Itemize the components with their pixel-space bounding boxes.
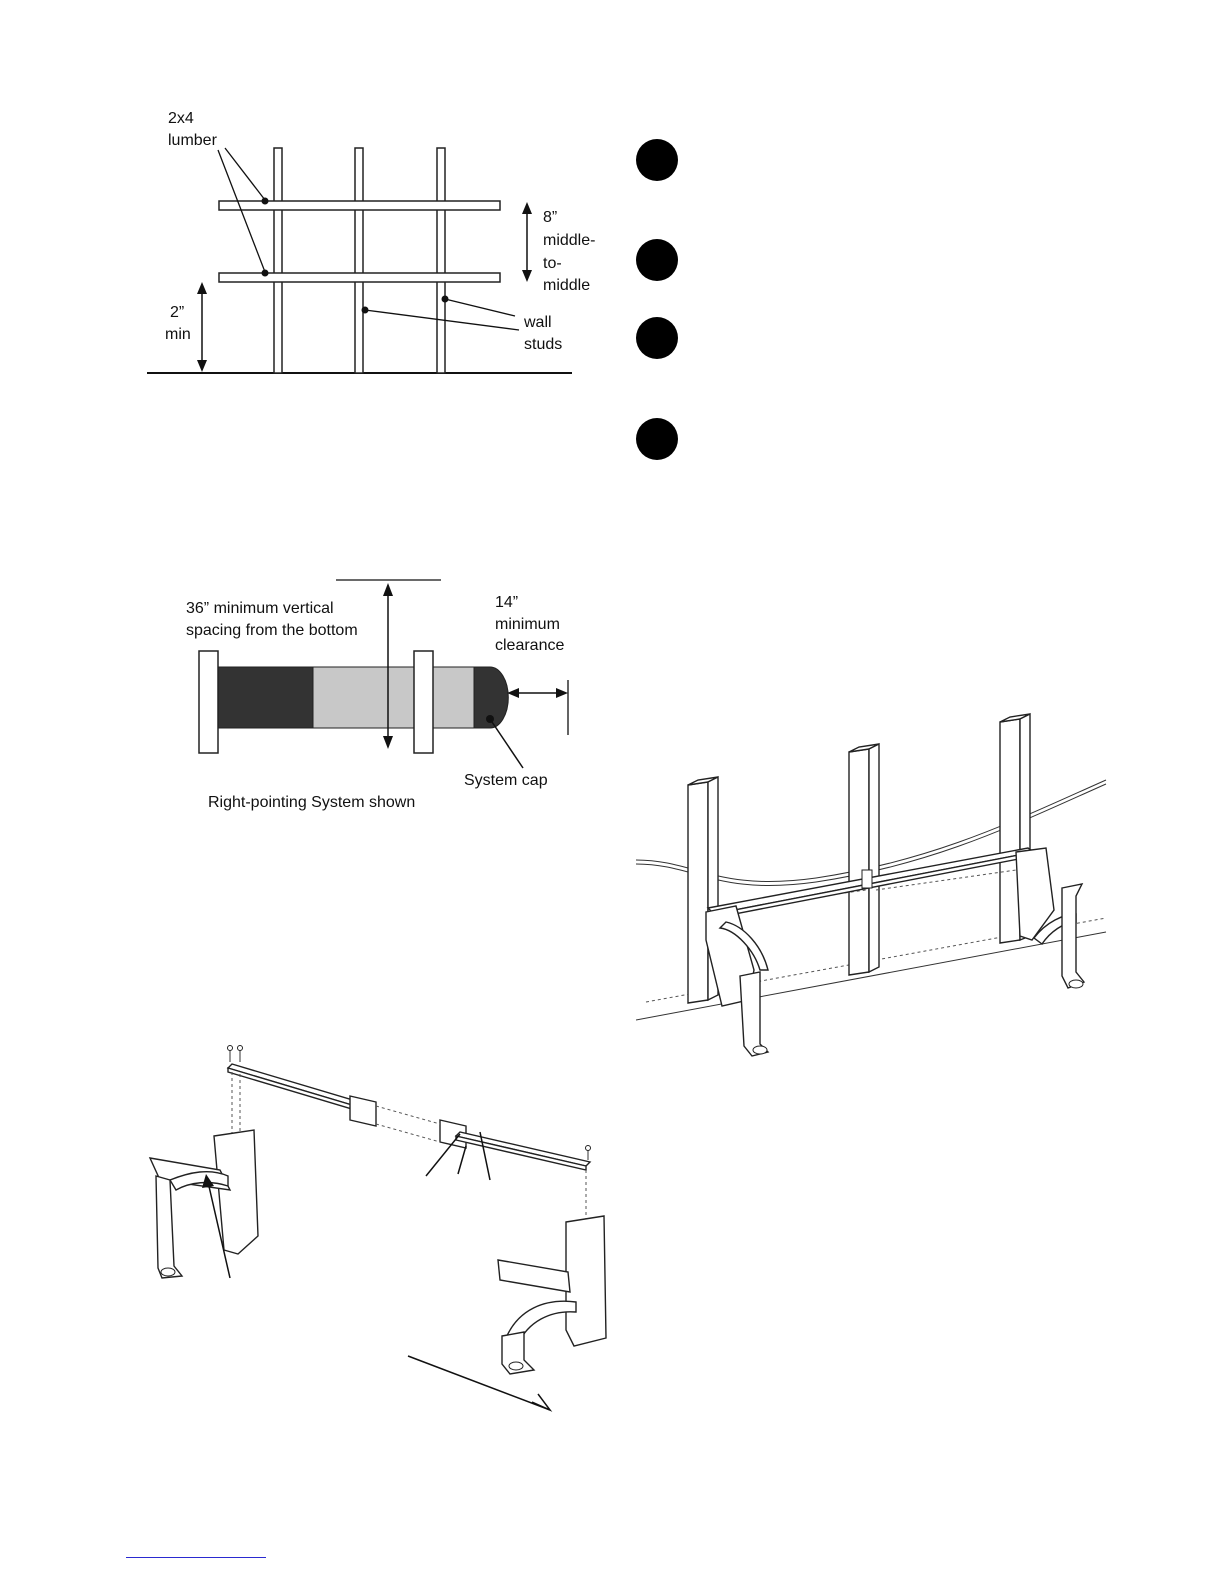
footer-link-rule[interactable] (126, 1557, 266, 1558)
min-label-line1: 2” (170, 304, 185, 321)
system-dark-section (207, 667, 314, 728)
step-markers (634, 137, 682, 467)
lumber-board-lower (219, 273, 500, 282)
system-cap-label: System cap (464, 772, 548, 789)
spacing-label-line4: middle (543, 277, 591, 294)
bracket-right (414, 651, 433, 753)
spacing-label-line2: middle- (543, 232, 596, 249)
min-label-line2: min (165, 326, 191, 343)
clearance-diagram (0, 560, 620, 830)
vertical-spacing-label-line1: 36” minimum vertical (186, 600, 334, 617)
screw-icon (228, 1046, 591, 1161)
step-marker-3 (636, 317, 678, 359)
vertical-spacing-label-line2: spacing from the bottom (186, 622, 358, 639)
exploded-assembly-illustration (130, 1040, 610, 1420)
rail-segment-left (228, 1064, 366, 1112)
lumber-board-upper (219, 201, 500, 210)
bracket-left (150, 1130, 258, 1278)
bracket-left (199, 651, 218, 753)
rail-segment-right (456, 1132, 590, 1170)
lumber-framing-diagram (0, 0, 620, 420)
bracket-left (706, 906, 768, 1056)
installed-bracket-illustration (636, 700, 1108, 1076)
step-marker-4 (636, 418, 678, 460)
wall-stud (274, 148, 282, 373)
step-marker-1 (636, 139, 678, 181)
system-light-section (313, 667, 475, 728)
studs-label-line2: studs (524, 336, 563, 353)
wall-stud (355, 148, 363, 373)
lumber-label-line1: 2x4 (168, 110, 194, 127)
wall-stud (849, 744, 879, 975)
step-marker-2 (636, 239, 678, 281)
studs-label-line1: wall (524, 314, 552, 331)
clearance-label-line3: clearance (495, 637, 565, 654)
diagram-caption: Right-pointing System shown (208, 794, 416, 811)
clearance-label-line1: 14” (495, 594, 519, 611)
spacing-label-line1: 8” (543, 209, 558, 226)
clearance-label-line2: minimum (495, 616, 560, 633)
rail-coupler (350, 1096, 466, 1148)
bracket-right (498, 1216, 606, 1374)
wall-stud (437, 148, 445, 373)
bracket-right (1016, 848, 1084, 988)
lumber-label-line2: lumber (168, 132, 217, 149)
spacing-label-line3: to- (543, 255, 562, 272)
